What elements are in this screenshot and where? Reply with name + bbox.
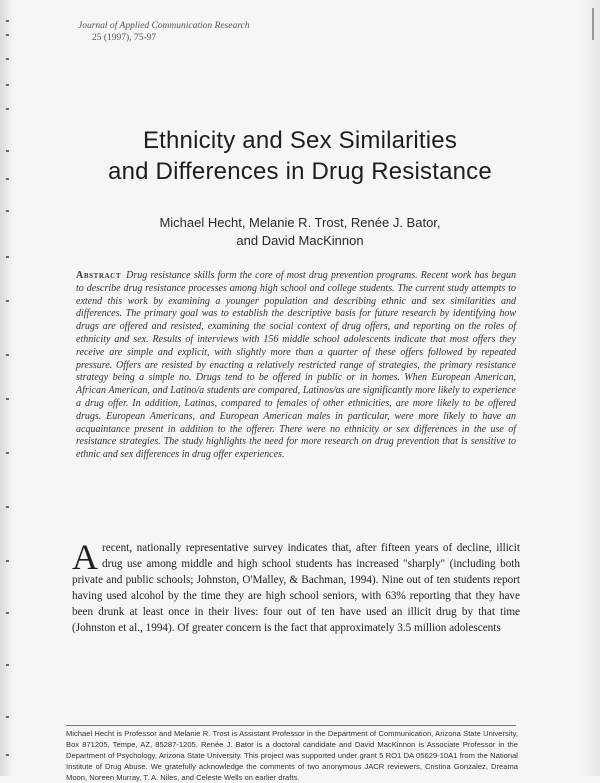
article-title-line-1: Ethnicity and Sex Similarities <box>142 127 458 154</box>
binding-edge <box>0 0 14 776</box>
journal-citation <box>78 20 250 44</box>
authors-line-2: and David MacKinnon <box>236 233 364 248</box>
body-paragraph <box>72 537 520 636</box>
corner-mark <box>582 8 594 40</box>
abstract-text: Drug resistance skills form the core of most drug prevention programs. Recent work has begun to describe drug resistance processes among high school and college students. The current study attempts to extend this work by examining a younger population and describing ethnic and sex similarities and differences. The primary goal was to establish the descriptive basis for future research by identifying how drugs are offered and resisted, examining the social context of drug offers, and reporting on the roles of ethnicity and sex. Results of interviews with 156 middle school adolescents indicate that most offers they receive are simple and explicit, with slightly more than a quarter of these offers followed by repeated pressure. Offers are resisted by enacting a relatively restricted range of strategies, the primary resistance strategy being a simple no. Drugs tend to be offered in public or in homes. When European American, African American, and Latino/a students are compared, Latinos/as are significantly more likely to experience a drug offer. In addition, Latinas, compared to females of other ethnicities, are more likely to be offered drugs. European Americans, and European American males in particular, were more likely to have an acquaintance present in addition to the offerer. There were no ethnicity or sex differences in the use of resistance strategies. The study highlights the need for more research on drug prevention that is sensitive to ethnic and sex differences in drug offer experiences. <box>76 270 516 461</box>
drop-cap: A <box>72 537 98 577</box>
abstract-label: Abstract <box>76 270 122 281</box>
journal-volume-pages: 25 (1997), 75-97 <box>92 33 157 43</box>
abstract <box>76 270 516 462</box>
journal-name: Journal of Applied Communication Research <box>78 21 250 31</box>
author-footnote: Michael Hecht is Professor and Melanie R. Trost is Assistant Professor in the Department of Communication, Arizona State University, Box 871205, Tempe, AZ, 85287-1205. Renée J. Bator is a doctoral candidate and David MacKinnon is Associate Professor in the Department of Psychology, Arizona State University. This project was supported under grant 5 RO1 DA 05629-10A1 from the National Institute of Drug Abuse. We gratefully acknowledge the comments of two anonymous JACR reviewers, Cristina Gonzalez, Dreama Moon, Noreen Murray, T. A. Niles, and Celeste Wells on earlier drafts. <box>66 729 518 782</box>
article-authors <box>0 214 600 250</box>
body-text: recent, nationally representative survey indicates that, after fifteen years of decline, illicit drug use among middle and high school students has increased "sharply" (including both private and public schools; Johnston, O'Malley, & Bachman, 1994). Nine out of ten students report having used alcohol by the time they are high school seniors, with 63% reporting that they have been drunk at least once in their lives: four out of ten have used an illicit drug by that time (Johnston et al., 1994). Of greater concern is the fact that approximately 3.5 million adolescents <box>72 542 520 634</box>
article-title-line-2: and Differences in Drug Resistance <box>108 158 492 185</box>
authors-line-1: Michael Hecht, Melanie R. Trost, Renée J. Bator, <box>159 215 441 230</box>
article-title <box>0 125 600 187</box>
page-edge-shadow <box>578 0 600 776</box>
footnote-divider <box>66 725 516 726</box>
